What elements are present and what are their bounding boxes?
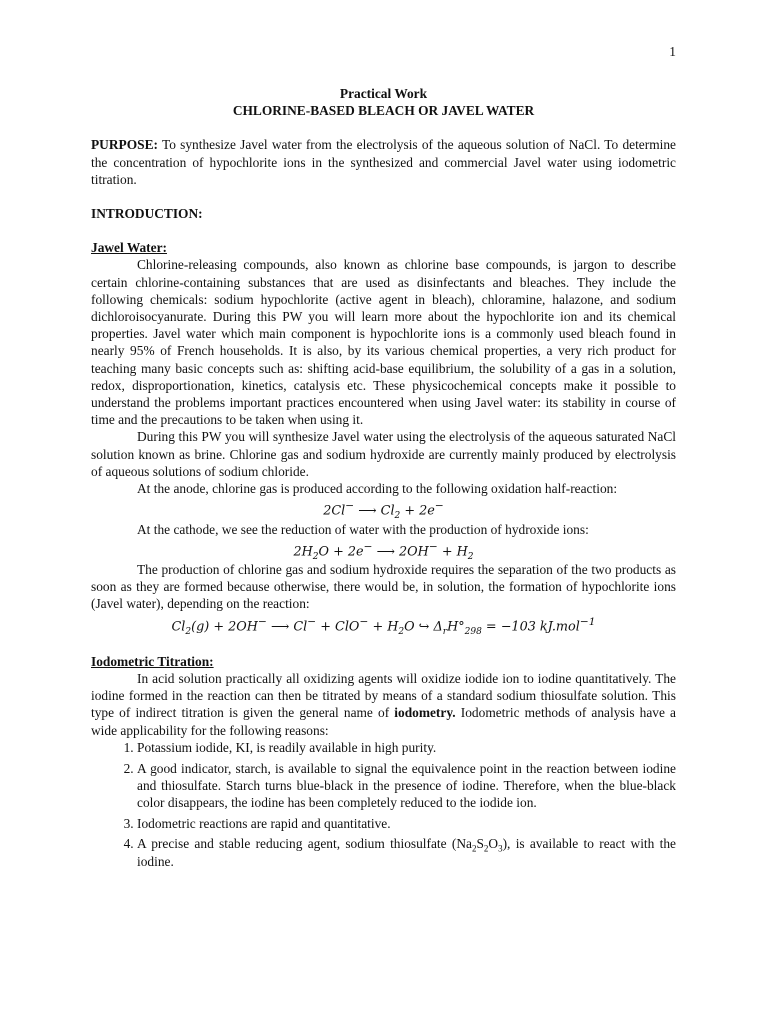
purpose-paragraph — [91, 136, 676, 188]
jawel-paragraph-1: Chlorine-releasing compounds, also known as chlorine base compounds, is jargon to describe certain chlorine-containing substances that are used as disinfectants and bleaches. They include the following chemicals: sodium hypochlorite (active agent in bleach), chloramine, halazone, and sodium dichloroisocyanurate. During this PW you will learn more about the hypochlorite ion and its chemical properties. Javel water which main component is hypochlorite ions is a commonly used bleach found in nearly 95% of French households. It is also, by its various chemical properties, a very rich product for teaching many basic concepts such as: shifting acid-base equilibrium, the solubility of a gas in a solution, redox, disproportionation, kinetics, catalysis etc. These physicochemical concepts make it possible to understand the problems important practices encountered when using Javel water: its stability in course of time and the precautions to be taken when using it. — [91, 257, 676, 428]
jawel-paragraph-3: At the anode, chlorine gas is produced according to the following oxidation half-reaction: — [137, 481, 618, 497]
jawel-paragraph-2: During this PW you will synthesize Javel water using the electrolysis of the aqueous saturated NaCl solution known as brine. Chlorine gas and sodium hydroxide are currently mainly produced by electrolysis of aqueous solutions of sodium chloride. — [91, 429, 676, 479]
doc-heading: Practical Work — [339, 86, 428, 101]
list-item: 4. A precise and stable reducing agent, sodium thiosulfate $(Na_2S_2O_3)$, is available to react with the iodine. — [137, 835, 676, 869]
jawel-water-heading: Jawel Water: — [91, 240, 167, 256]
jawel-paragraph-5: The production of chlorine gas and sodium hydroxide requires the separation of the two products as soon as they are formed because otherwise, there would be, in solution, the formation of hypochlorite ions (Javel water), depending on the reaction: — [91, 562, 676, 612]
equation-hypochlorite: $Cl_2(g) + 2OH^-$ ⟶ $Cl^- + ClO^- + H_2O$ ↪ $\Delta_rH^\circ_{298} = -103$ kJ.mol$^{-1}$ — [171, 614, 596, 637]
list-item: 1. Potassium iodide, KI, is readily available in high purity. — [137, 739, 676, 756]
iodometry-term: iodometry. — [394, 705, 456, 721]
jawel-paragraph-4: At the cathode, we see the reduction of water with the production of hydroxide ions: — [137, 521, 589, 537]
purpose-label: PURPOSE: — [91, 137, 158, 153]
list-item: 3. Iodometric reactions are rapid and quantitative. — [137, 815, 676, 832]
equation-cathode: $2H_2O + 2e^-$ ⟶ $2OH^- + H_2$ — [293, 539, 474, 562]
equation-anode: 2Cl− ⟶ $Cl_2 + 2e^-$ — [323, 499, 444, 522]
introduction-heading: INTRODUCTION: — [91, 206, 203, 222]
list-item: 2. A good indicator, starch, is available to signal the equivalence point in the reaction between iodine and thiosulfate. Starch turns blue-black in the presence of iodine. Therefore, when the blue-black color disappears, the iodine has been completely reduced to the iodide ion. — [137, 760, 676, 812]
iodometric-paragraph: In acid solution practically all oxidizing agents will oxidize iodide ion to iodine quantitatively. The iodine formed in the reaction can then be titrated by means of a standard sodium thiosulfate solution. This type of indirect titration is given the general name of iodometry. Iodometric methods of analysis have a wide applicability for the following reasons: — [91, 671, 676, 738]
document-body — [91, 85, 676, 873]
doc-title: CHLORINE-BASED BLEACH OR JAVEL WATER — [232, 103, 535, 119]
page-number: 1 — [669, 44, 676, 59]
reasons-list — [91, 739, 676, 870]
iodometric-titration-heading: Iodometric Titration: — [91, 653, 214, 669]
purpose-text: To synthesize Javel water from the electrolysis of the aqueous solution of NaCl. To determine the concentration of hypochlorite ions in the synthesized and commercial Javel water using iodometric titration. — [91, 137, 676, 187]
